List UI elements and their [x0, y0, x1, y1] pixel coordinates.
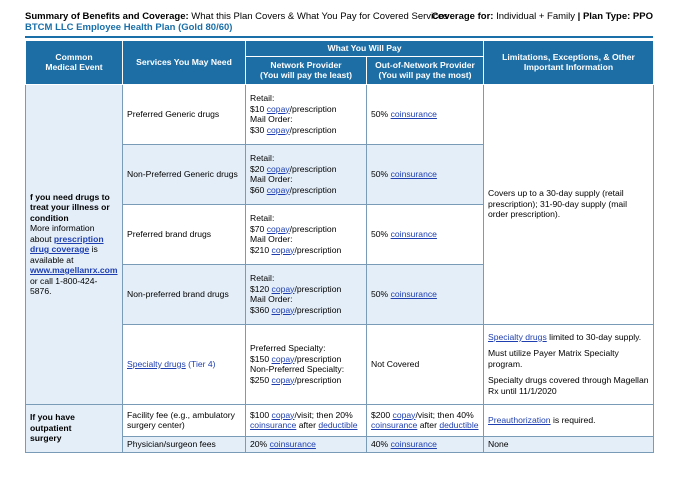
copay-link[interactable]: copay — [266, 124, 290, 135]
copay-link[interactable]: copay — [271, 304, 295, 315]
header-what-you-pay: What You Will Pay — [246, 41, 484, 57]
coinsurance-link[interactable]: coinsurance — [390, 108, 437, 119]
specialty-drugs-link[interactable]: Specialty drugs — [127, 358, 186, 369]
out-network-cost-physician-fees: 40% coinsurance — [367, 436, 484, 452]
service-specialty-drugs: Specialty drugs (Tier 4) — [123, 324, 246, 404]
coverage-value: Individual + Family — [493, 11, 576, 22]
out-network-cost-facility-fee: $200 copay/visit; then 40% coinsurance after deductible — [367, 404, 484, 436]
deductible-link[interactable]: deductible — [318, 420, 358, 430]
header-limitations: Limitations, Exceptions, & Other Important Information — [484, 41, 654, 85]
summary-title-rest: What this Plan Covers & What You Pay for Covered Services — [188, 11, 448, 22]
service-facility-fee: Facility fee (e.g., ambulatory surgery center) — [123, 404, 246, 436]
copay-link[interactable]: copay — [271, 244, 295, 255]
copay-link[interactable]: copay — [266, 163, 290, 174]
copay-link[interactable]: copay — [271, 353, 295, 364]
coinsurance-link[interactable]: coinsurance — [371, 420, 418, 430]
coinsurance-link[interactable]: coinsurance — [390, 288, 437, 299]
coinsurance-link[interactable]: coinsurance — [269, 438, 316, 449]
event-outpatient-surgery: If you have outpatient surgery — [26, 404, 123, 452]
limitation-supply: Covers up to a 30-day supply (retail prescription); 31-90-day supply (mail order prescription). — [484, 84, 654, 324]
copay-link[interactable]: copay — [266, 223, 290, 234]
limitation-physician-fees: None — [484, 436, 654, 452]
deductible-link[interactable]: deductible — [439, 420, 479, 430]
copay-link[interactable]: copay — [271, 409, 295, 420]
plan-type-label: Plan Type: — [582, 11, 631, 22]
header-separator: | — [575, 11, 583, 22]
summary-title-bold: Summary of Benefits and Coverage: — [25, 11, 189, 22]
coverage-label: Coverage for: — [431, 11, 494, 22]
service-preferred-brand: Preferred brand drugs — [123, 204, 246, 264]
header-network-provider: Network Provider (You will pay the least) — [246, 56, 367, 84]
network-cost-non-preferred-generic: Retail: $20 copay/prescription Mail Order: $60 copay/prescription — [246, 144, 367, 204]
service-physician-fees: Physician/surgeon fees — [123, 436, 246, 452]
service-non-preferred-generic: Non-Preferred Generic drugs — [123, 144, 246, 204]
out-network-cost-preferred-brand: 50% coinsurance — [367, 204, 484, 264]
coinsurance-link[interactable]: coinsurance — [390, 438, 437, 449]
prescription-drug-coverage-link[interactable]: prescription drug coverage — [30, 233, 104, 254]
copay-link[interactable]: copay — [271, 283, 295, 294]
plan-type-value: PPO — [630, 11, 653, 22]
network-cost-preferred-brand: Retail: $70 copay/prescription Mail Order: $210 copay/prescription — [246, 204, 367, 264]
preauthorization-link[interactable]: Preauthorization — [488, 414, 551, 425]
copay-link[interactable]: copay — [266, 103, 290, 114]
magellanrx-link[interactable]: www.magellanrx.com — [30, 265, 118, 275]
event-drugs: f you need drugs to treat your illness or condition More information about prescription drug coverage is available at www.magellanrx.com or call 1-800-424-5876. — [26, 84, 123, 404]
coinsurance-link[interactable]: coinsurance — [390, 168, 437, 179]
coinsurance-link[interactable]: coinsurance — [390, 228, 437, 239]
out-network-cost-preferred-generic: 50% coinsurance — [367, 84, 484, 144]
plan-name: BTCM LLC Employee Health Plan (Gold 80/60) — [25, 22, 233, 33]
out-network-cost-specialty: Not Covered — [367, 324, 484, 404]
network-cost-physician-fees: 20% coinsurance — [246, 436, 367, 452]
header-services: Services You May Need — [123, 41, 246, 85]
service-non-preferred-brand: Non-preferred brand drugs — [123, 264, 246, 324]
header-common-event: Common Medical Event — [26, 41, 123, 85]
network-cost-specialty: Preferred Specialty: $150 copay/prescription Non-Preferred Specialty: $250 copay/prescription — [246, 324, 367, 404]
network-cost-facility-fee: $100 copay/visit; then 20% coinsurance after deductible — [246, 404, 367, 436]
header-rule — [25, 36, 653, 38]
coinsurance-link[interactable]: coinsurance — [250, 420, 297, 430]
copay-link[interactable]: copay — [392, 409, 416, 420]
coverage-info — [432, 11, 653, 22]
service-preferred-generic: Preferred Generic drugs — [123, 84, 246, 144]
limitation-facility-fee: Preauthorization is required. — [484, 404, 654, 436]
limitation-specialty: Specialty drugs limited to 30-day supply. Must utilize Payer Matrix Specialty program. Specialty drugs covered through Magellan Rx until 11/1/2020 — [484, 324, 654, 404]
out-network-cost-non-preferred-brand: 50% coinsurance — [367, 264, 484, 324]
specialty-drugs-limit-link[interactable]: Specialty drugs — [488, 331, 547, 342]
copay-link[interactable]: copay — [271, 374, 295, 385]
summary-title — [25, 11, 448, 22]
header-out-of-network: Out-of-Network Provider (You will pay the most) — [367, 56, 484, 84]
network-cost-non-preferred-brand: Retail: $120 copay/prescription Mail Order: $360 copay/prescription — [246, 264, 367, 324]
out-network-cost-non-preferred-generic: 50% coinsurance — [367, 144, 484, 204]
benefits-table — [25, 40, 654, 453]
network-cost-preferred-generic: Retail: $10 copay/prescription Mail Order: $30 copay/prescription — [246, 84, 367, 144]
copay-link[interactable]: copay — [266, 184, 290, 195]
